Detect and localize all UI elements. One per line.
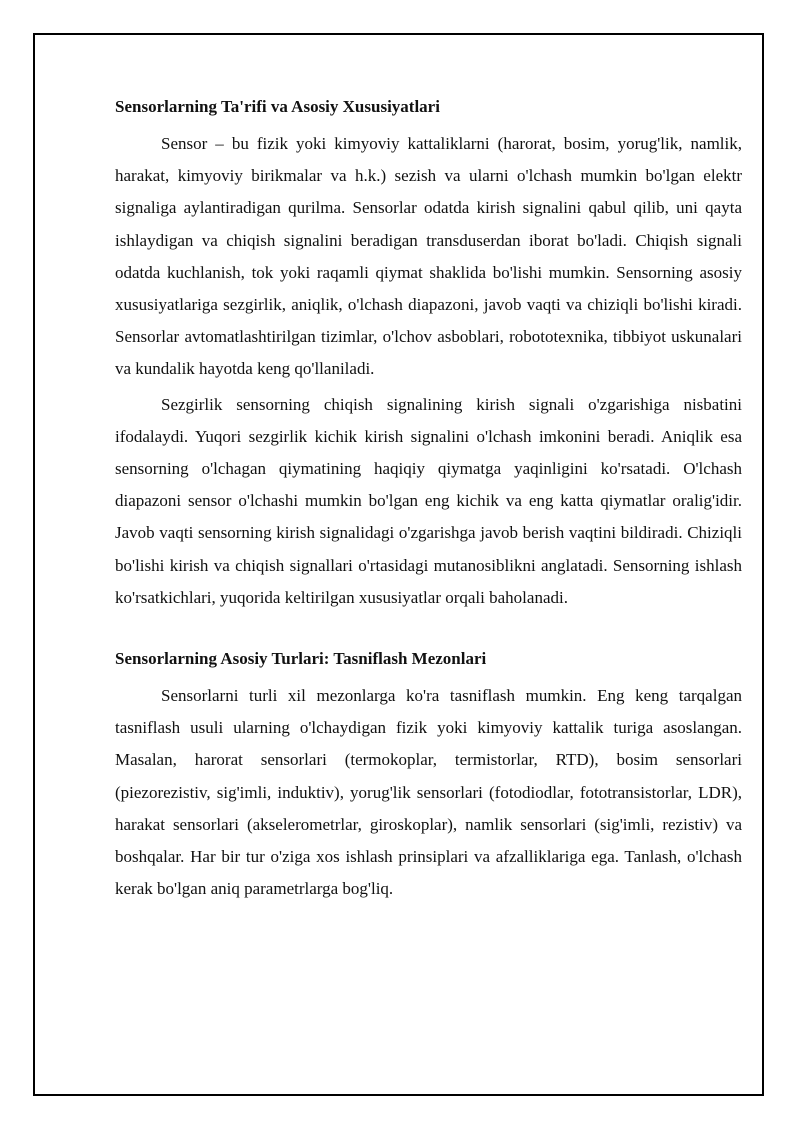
body-paragraph: Sensor – bu fizik yoki kimyoviy kattaliklarni (harorat, bosim, yorug'lik, namlik, harakat, kimyoviy birikmalar va h.k.) sezish va ularni o'lchash mumkin bo'lgan elektr signaliga aylantiradigan qurilma. Sensorlar odatda kirish signalini qabul qilib, uni qayta ishlaydigan va chiqish signalini beradigan transduserdan iborat bo'ladi. Chiqish signali odatda kuchlanish, tok yoki raqamli qiymat shaklida bo'lishi mumkin. Sensorning asosiy xususiyatlariga sezgirlik, aniqlik, o'lchash diapazoni, javob vaqti va chiziqli bo'lishi kiradi. Sensorlar avtomatlashtirilgan tizimlar, o'lchov asboblari, robototexnika, tibbiyot uskunalari va kundalik hayotda keng qo'llaniladi. (115, 134, 742, 379)
body-paragraph: Sensorlarni turli xil mezonlarga ko'ra tasniflash mumkin. Eng keng tarqalgan tasniflash usuli ularning o'lchaydigan fizik yoki kimyoviy kattalik turiga asoslangan. Masalan, harorat sensorlari (termokoplar, termistorlar, RTD), bosim sensorlari (piezorezistiv, sig'imli, induktiv), yorug'lik sensorlari (fotodiodlar, fototransistorlar, LDR), harakat sensorlari (akselerometrlar, giroskoplar), namlik sensorlari (sig'imli, rezistiv) va boshqalar. Har bir tur o'ziga xos ishlash prinsiplari va afzalliklariga ega. Tanlash, o'lchash kerak bo'lgan aniq parametrlarga bog'liq. (115, 686, 742, 899)
section-types (115, 648, 742, 905)
section-heading: Sensorlarning Asosiy Turlari: Tasniflash Mezonlari (115, 649, 487, 669)
document-body (115, 96, 742, 905)
section-heading: Sensorlarning Ta'rifi va Asosiy Xususiyatlari (115, 97, 440, 116)
body-paragraph: Sezgirlik sensorning chiqish signalining kirish signali o'zgarishiga nisbatini ifodalaydi. Yuqori sezgirlik kichik kirish signalini o'lchash imkonini beradi. Aniqlik esa sensorning o'lchagan qiymatining haqiqiy qiymatga yaqinligini ko'rsatadi. O'lchash diapazoni sensor o'lchashi mumkin bo'lgan eng kichik va eng katta qiymatlar oralig'idir. Javob vaqti sensorning kirish signalidagi o'zgarishga javob berish vaqtini bildiradi. Chiziqli bo'lishi kirish va chiqish signallari o'rtasidagi mutanosiblikni anglatadi. Sensorning ishlash ko'rsatkichlari, yuqorida keltirilgan xususiyatlar orqali baholanadi. (115, 394, 742, 607)
section-definition (115, 96, 742, 614)
